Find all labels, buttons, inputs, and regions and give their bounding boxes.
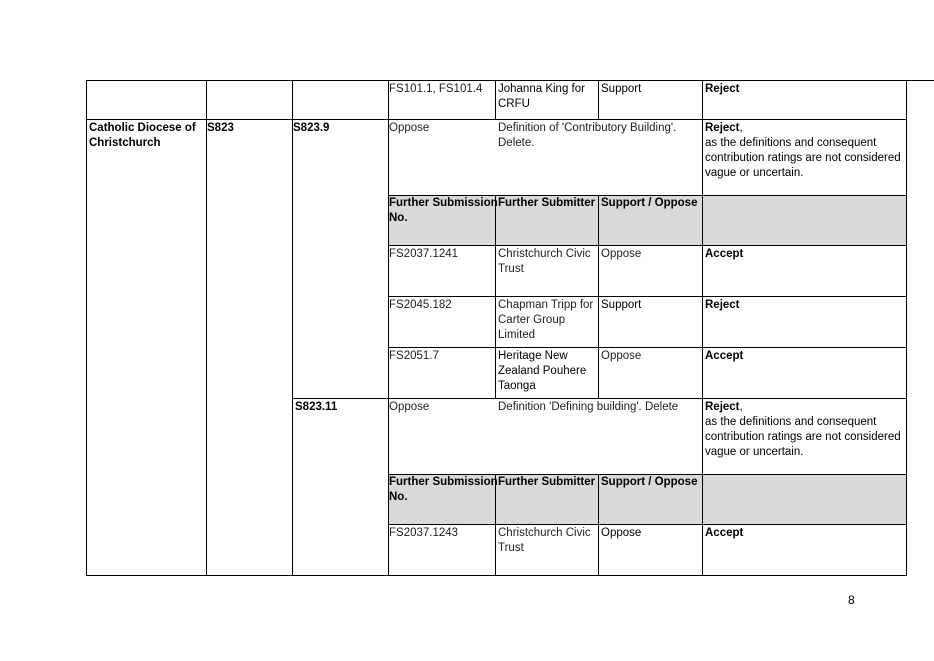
further-submitter: Chapman Tripp for Carter Group Limited <box>498 299 594 341</box>
point-decision-word: Reject <box>705 401 740 413</box>
top-row-position: Support <box>601 83 642 95</box>
page-number: 8 <box>848 593 855 607</box>
top-row-fs-no: FS101.1, FS101.4 <box>389 83 483 95</box>
header-submitter: Further Submitter <box>498 476 596 488</box>
point-summary: Definition 'Defining building'. Delete <box>498 401 679 413</box>
further-position: Oppose <box>601 527 642 539</box>
further-submitter: Heritage New Zealand Pouhere Taonga <box>498 350 587 392</box>
point-summary: Definition of 'Contributory Building'. Delete. <box>498 122 677 149</box>
further-fs-no: FS2037.1243 <box>389 527 459 539</box>
point-no: S823.11 <box>295 401 338 413</box>
further-decision: Reject <box>705 299 740 311</box>
further-fs-no: FS2051.7 <box>389 350 439 362</box>
point-decision-suffix: , <box>739 122 743 134</box>
point-decision <box>705 121 743 136</box>
further-submitter: Christchurch Civic Trust <box>498 248 591 275</box>
header-fs-no: Further Submission No. <box>389 197 498 224</box>
point-decision-suffix: , <box>739 401 743 413</box>
submitter-name: Catholic Diocese of Christchurch <box>89 122 196 149</box>
header-submitter: Further Submitter <box>498 197 596 209</box>
further-position: Oppose <box>601 248 642 260</box>
top-row-submitter: Johanna King for CRFU <box>498 83 585 110</box>
point-decision-word: Reject <box>705 122 740 134</box>
top-row-decision: Reject <box>705 83 740 95</box>
further-fs-no: FS2037.1241 <box>389 248 459 260</box>
further-position: Oppose <box>601 350 642 362</box>
further-decision: Accept <box>705 527 744 539</box>
point-decision <box>705 400 743 415</box>
further-decision: Accept <box>705 350 744 362</box>
further-decision: Accept <box>705 248 744 260</box>
further-submitter: Christchurch Civic Trust <box>498 527 591 554</box>
point-no: S823.9 <box>293 122 330 134</box>
point-reason: as the definitions and consequent contribution ratings are not considered vague or uncertain. <box>705 137 901 179</box>
further-position: Support <box>601 299 642 311</box>
point-reason: as the definitions and consequent contribution ratings are not considered vague or uncertain. <box>705 416 901 458</box>
submission-no: S823 <box>207 122 234 134</box>
point-position: Oppose <box>389 401 430 413</box>
further-fs-no: FS2045.182 <box>389 299 452 311</box>
header-position: Support / Oppose <box>601 476 698 488</box>
point-position: Oppose <box>389 122 430 134</box>
header-fs-no: Further Submission No. <box>389 476 498 503</box>
header-position: Support / Oppose <box>601 197 698 209</box>
